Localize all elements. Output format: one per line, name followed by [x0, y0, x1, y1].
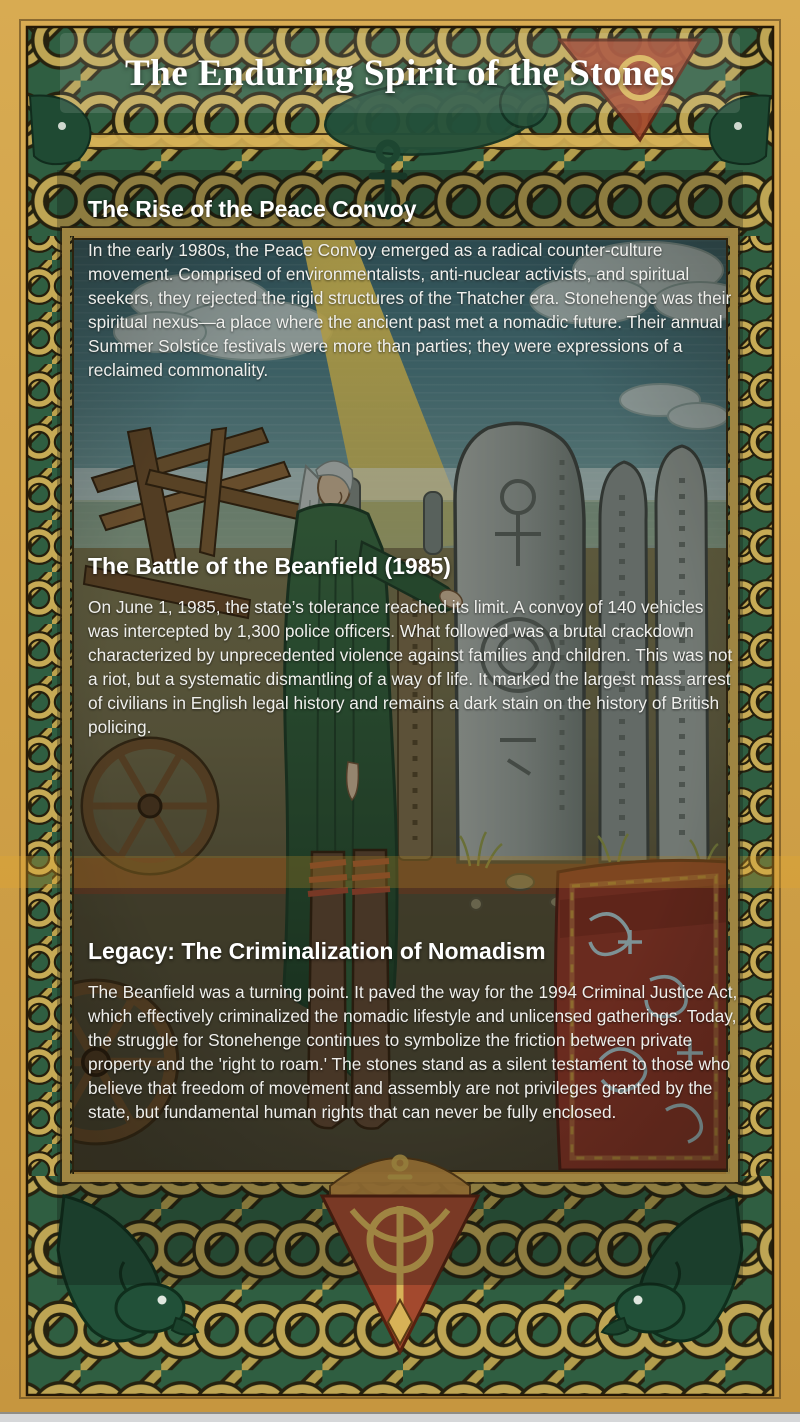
- title-band: [60, 33, 740, 113]
- section-peace-convoy: [88, 194, 738, 383]
- section-heading: The Rise of the Peace Convoy: [88, 196, 417, 222]
- section-body: In the early 1980s, the Peace Convoy emerged as a radical counter-culture movement. Comprised of environmentalists, anti-nuclear activists, and spiritual seekers, they rejected the rigid structures of the Thatcher era. Stonehenge was their spiritual nexus—a place where the ancient past met a nomadic future. Their annual Summer Solstice festivals were more than parties; they were expressions of a reclaimed commonality.: [88, 240, 732, 381]
- section-body: The Beanfield was a turning point. It paved the way for the 1994 Criminal Justice Act, which effectively criminalized the nomadic lifestyle and unlicensed gatherings. Today, the struggle for Stonehenge continues to symbolize the friction between private property and the 'right to roam.' The stones stand as a silent testament to those who believe that freedom of movement and assembly are not privileges granted by the state, but fundamental human rights that can never be fully enclosed.: [88, 982, 738, 1123]
- section-heading: The Battle of the Beanfield (1985): [88, 553, 451, 579]
- section-body: On June 1, 1985, the state’s tolerance reached its limit. A convoy of 140 vehicles was intercepted by 1,300 police officers. What followed was a brutal crackdown characterized by unprecedented violence against families and children. This was not a riot, but a systematic dismantling of a way of life. It marked the largest mass arrest of civilians in English legal history and remains a dark stain on the history of British policing.: [88, 597, 733, 738]
- section-beanfield: [88, 551, 738, 740]
- section-heading: Legacy: The Criminalization of Nomadism: [88, 938, 546, 964]
- section-legacy: [88, 936, 738, 1125]
- page-title: The Enduring Spirit of the Stones: [124, 52, 676, 94]
